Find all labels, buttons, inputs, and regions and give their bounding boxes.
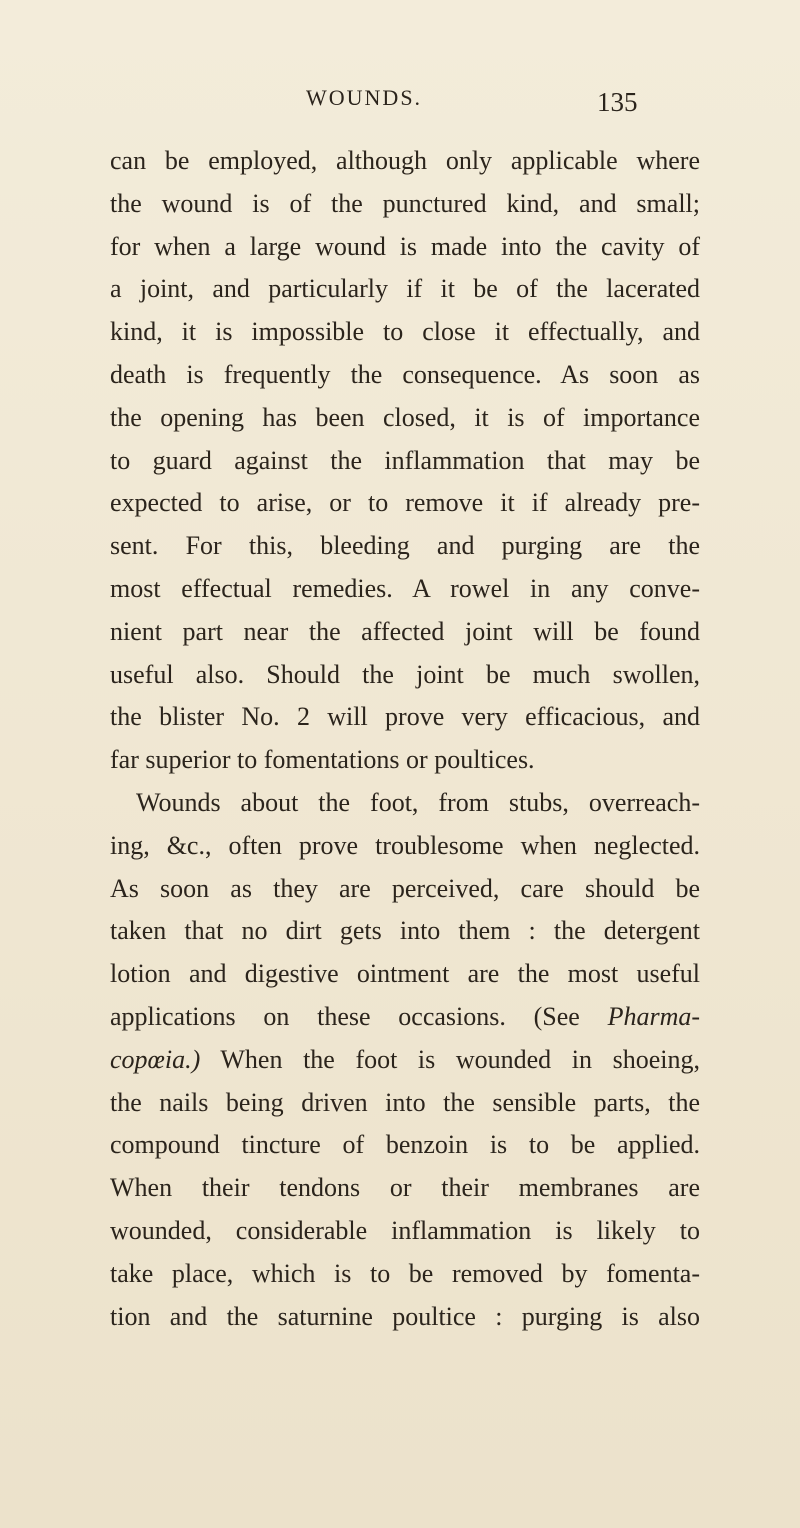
text-line xyxy=(110,1039,700,1082)
text-line: compound tincture of benzoin is to be applied. xyxy=(110,1130,700,1160)
text-line: kind, it is impossible to close it effectually, and xyxy=(110,317,700,347)
text-line: far superior to fomentations or poultices. xyxy=(110,745,535,775)
text-line: to guard against the inflammation that may be xyxy=(110,445,700,475)
text-line: tion and the saturnine poultice : purging is also xyxy=(110,1301,700,1331)
text-line: As soon as they are perceived, care should be xyxy=(110,873,700,903)
text-line: ing, &c., often prove troublesome when neglected. xyxy=(110,830,700,860)
running-head-title: WOUNDS. xyxy=(306,85,423,110)
text-line: the wound is of the punctured kind, and small; xyxy=(110,188,700,218)
italic-span: Pharma- xyxy=(607,1001,700,1031)
text-line: death is frequently the consequence. As soon as xyxy=(110,359,700,389)
running-head xyxy=(0,85,800,125)
italic-span: copœia.) xyxy=(110,1044,201,1074)
text-line: the blister No. 2 will prove very efficacious, and xyxy=(110,702,700,732)
text-line: lotion and digestive ointment are the most useful xyxy=(110,959,700,989)
text-line: can be employed, although only applicable where xyxy=(110,146,700,175)
text-span: applications on these occasions. (See xyxy=(110,1001,608,1031)
text-line: taken that no dirt gets into them : the detergent xyxy=(110,916,700,946)
text-line: sent. For this, bleeding and purging are the xyxy=(110,531,700,561)
text-line: Wounds about the foot, from stubs, overreach- xyxy=(136,787,700,817)
text-line: nient part near the affected joint will be found xyxy=(110,616,700,646)
text-line: take place, which is to be removed by fomenta- xyxy=(110,1258,700,1288)
text-line: a joint, and particularly if it be of the lacerated xyxy=(110,274,700,304)
text-line: expected to arise, or to remove it if already pre- xyxy=(110,488,700,518)
text-line xyxy=(110,996,700,1039)
text-line: for when a large wound is made into the cavity of xyxy=(110,231,700,261)
text-line: useful also. Should the joint be much swollen, xyxy=(110,659,700,689)
text-line: the nails being driven into the sensible parts, the xyxy=(110,1087,700,1117)
text-span: When the foot is wounded in shoeing, xyxy=(200,1044,700,1074)
text-line: When their tendons or their membranes are xyxy=(110,1173,700,1203)
text-line: the opening has been closed, it is of importance xyxy=(110,402,700,432)
page-number: 135 xyxy=(597,87,638,117)
text-line: most effectual remedies. A rowel in any conve- xyxy=(110,573,700,603)
body-text xyxy=(110,140,700,1338)
text-line: wounded, considerable inflammation is likely to xyxy=(110,1215,700,1245)
